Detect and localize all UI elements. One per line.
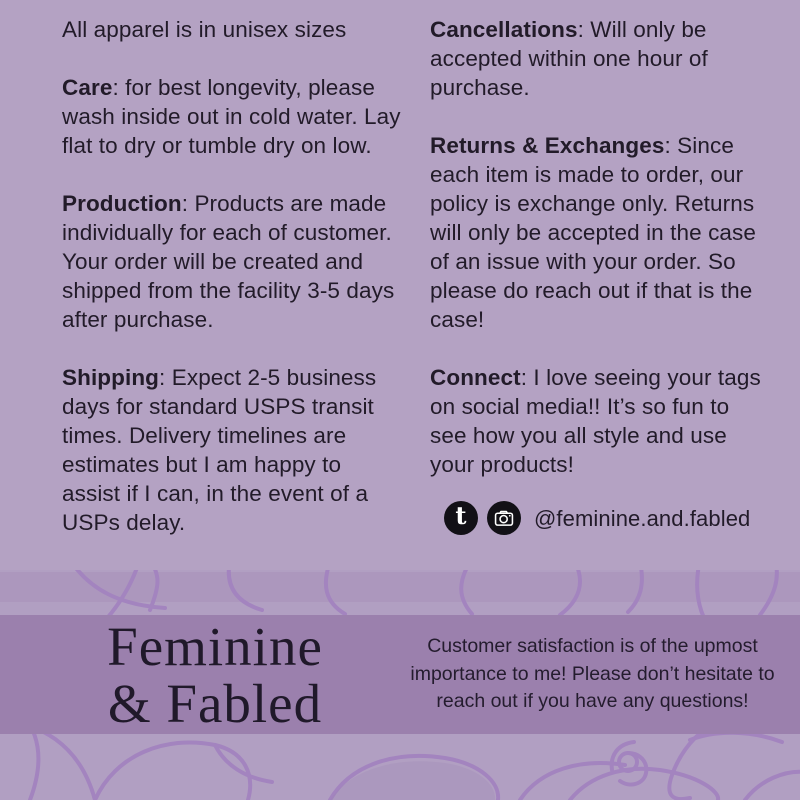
care-paragraph (62, 73, 402, 160)
instagram-icon (487, 501, 521, 535)
banner-message: Customer satisfaction is of the upmost importance to me! Please don’t hesitate to reach out if you have any questions! (410, 635, 775, 713)
brand-line2: & Fabled (107, 672, 323, 734)
care-text: : for best longevity, please wash inside out in cold water. Lay flat to dry or tumble dry on low. (62, 75, 401, 158)
production-text: : Products are made individually for each of customer. Your order will be created and shipped from the facility 3-5 days after purchase. (62, 191, 395, 332)
social-row (444, 501, 766, 535)
policy-column-left (62, 15, 402, 566)
returns-text: : Since each item is made to order, our policy is exchange only. Returns will only be accepted in the case of an issue with your order. So please do reach out if that is the case! (430, 133, 756, 332)
cancellations-paragraph (430, 15, 766, 102)
shipping-text: : Expect 2-5 business days for standard USPS transit times. Delivery timelines are estimates but I am happy to assist if I can, in the event of a USPs delay. (62, 365, 377, 535)
social-handle: @feminine.and.fabled (534, 505, 751, 531)
returns-label: Returns & Exchanges (430, 133, 665, 158)
intro-text: All apparel is in unisex sizes (62, 17, 347, 42)
returns-paragraph (430, 131, 766, 334)
shipping-paragraph (62, 363, 402, 537)
policy-column-right (430, 15, 766, 535)
tumblr-icon: t (444, 501, 478, 535)
production-paragraph (62, 189, 402, 334)
camera-glyph (493, 507, 515, 529)
connect-label: Connect (430, 365, 521, 390)
cancellations-text: : Will only be accepted within one hour of purchase. (430, 17, 708, 100)
brand-line1: Feminine (107, 615, 323, 677)
shipping-label: Shipping (62, 365, 160, 390)
connect-text: : I love seeing your tags on social media!! It’s so fun to see how you all style and use your products! (430, 365, 761, 477)
cancellations-label: Cancellations (430, 17, 578, 42)
care-label: Care (62, 75, 113, 100)
connect-paragraph (430, 363, 766, 479)
brand-banner (0, 615, 800, 734)
brand-logo (40, 615, 390, 734)
production-label: Production (62, 191, 182, 216)
